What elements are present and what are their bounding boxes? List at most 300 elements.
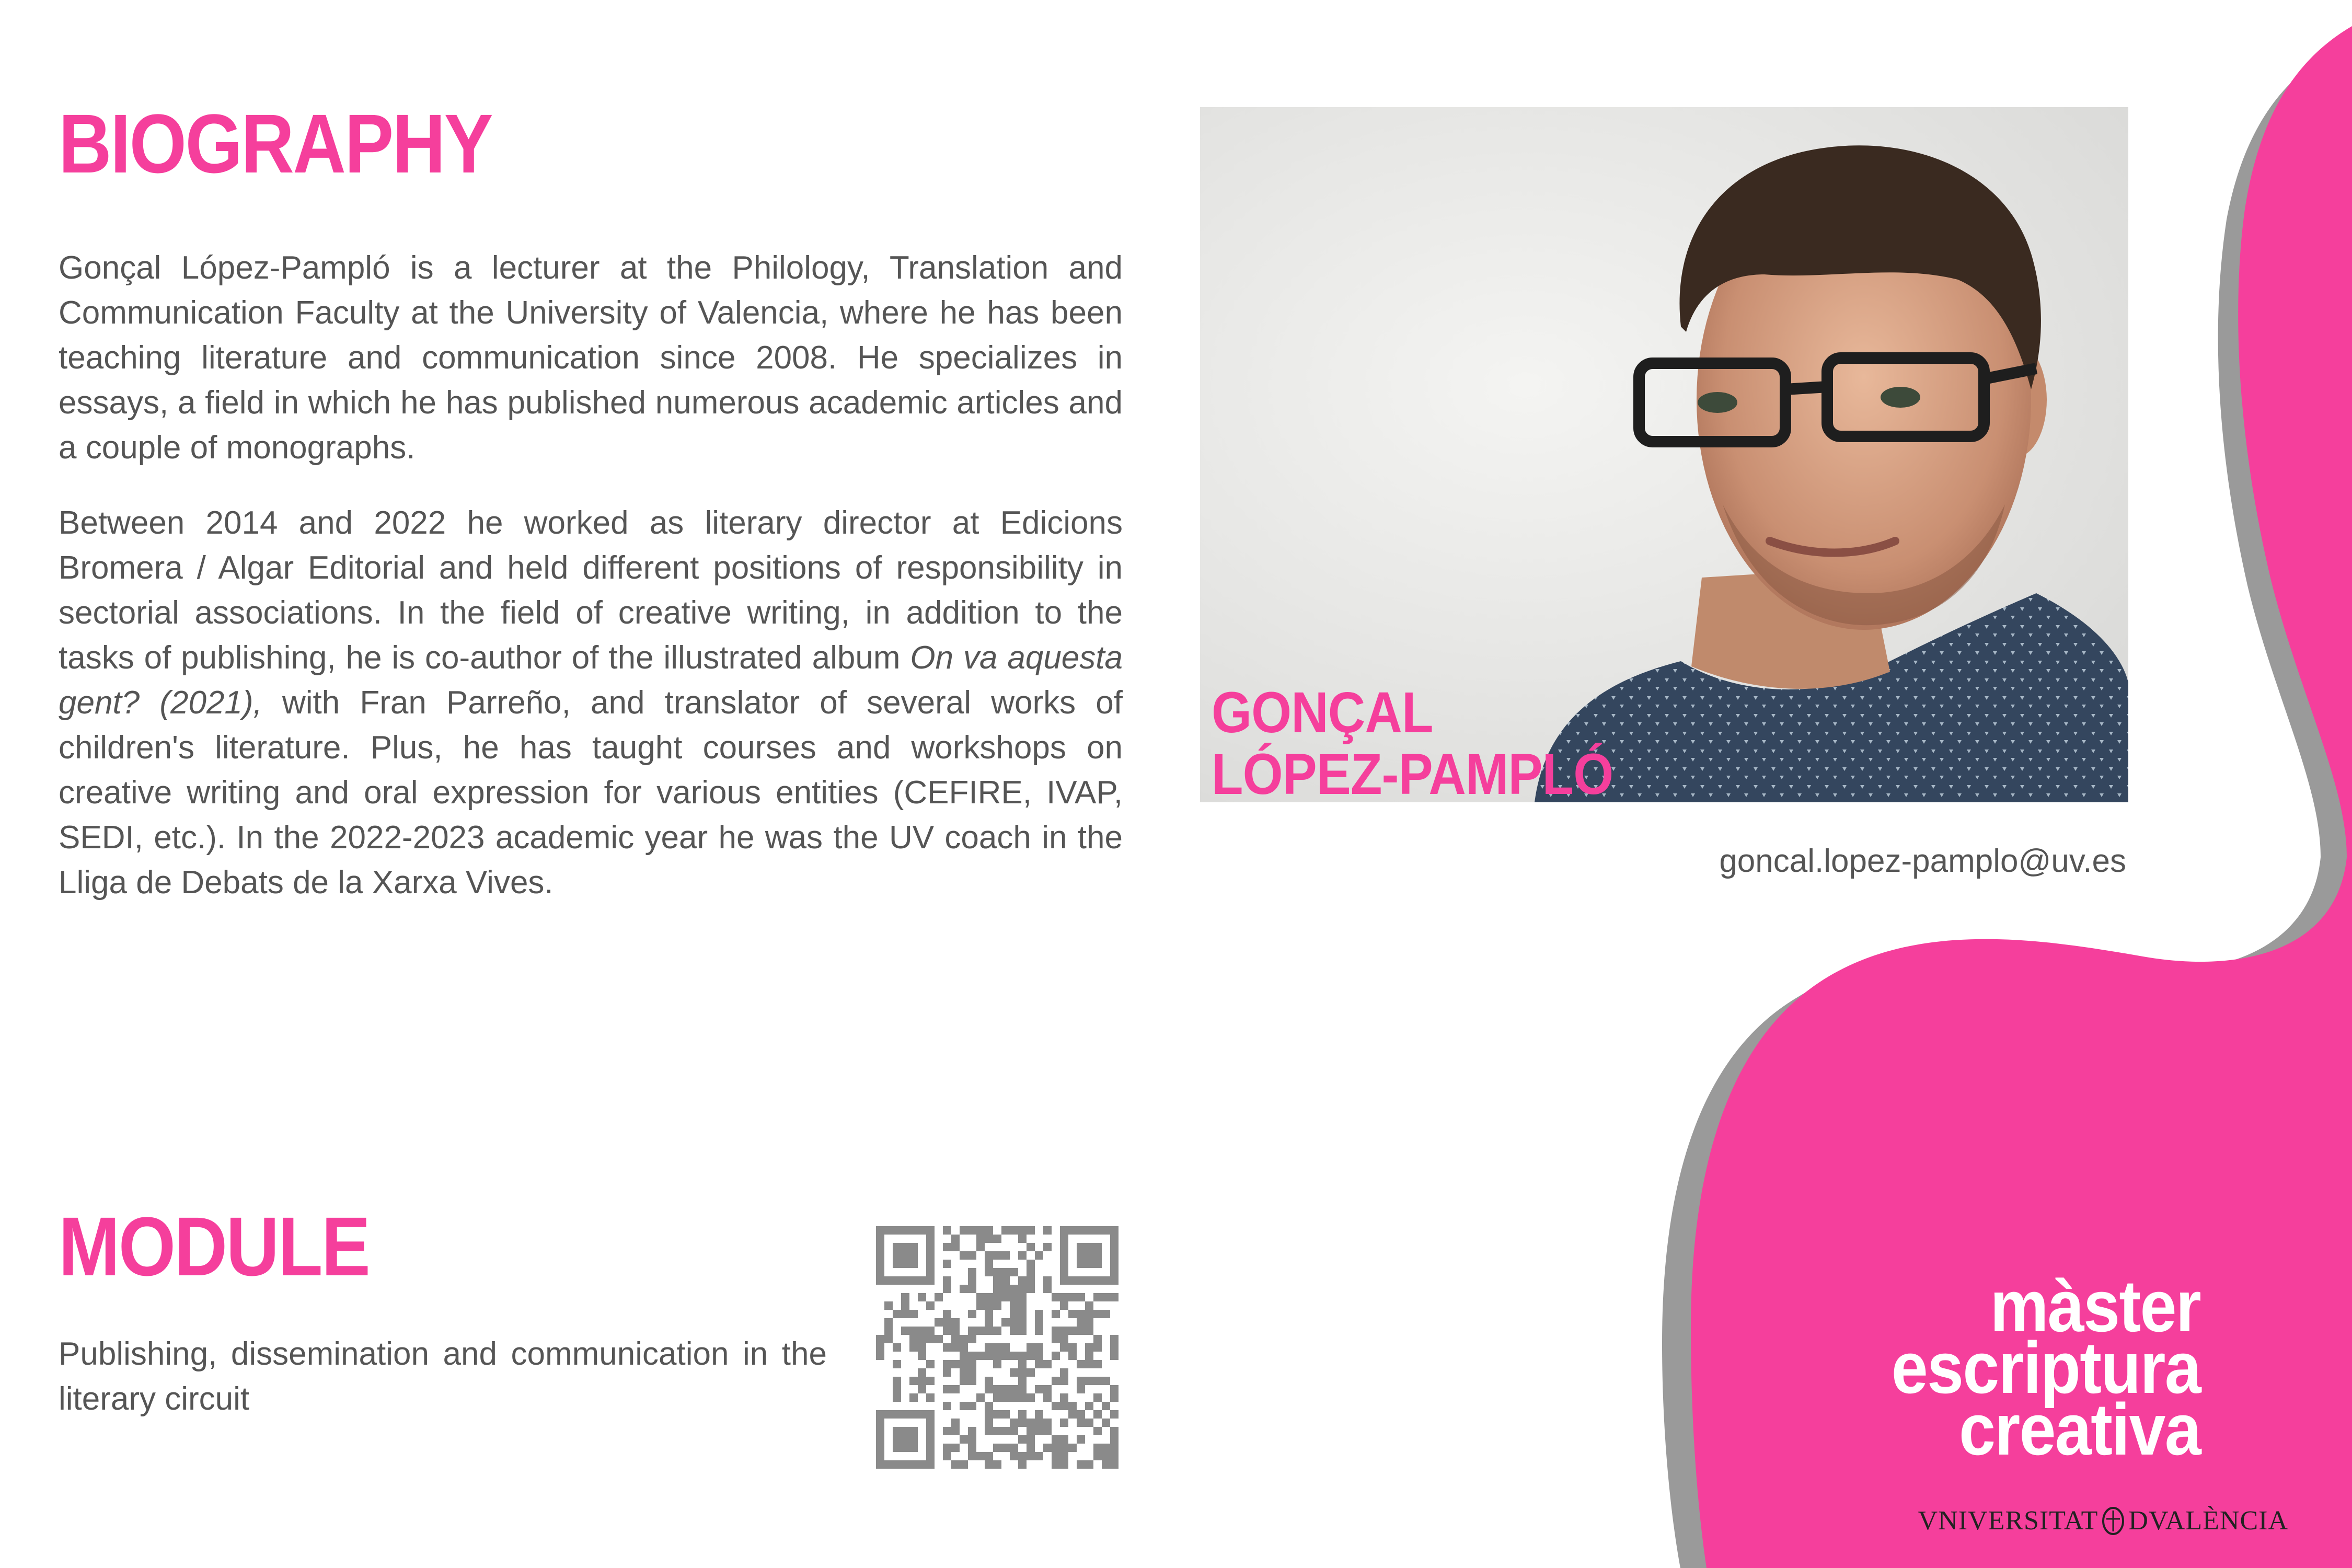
qr-module (918, 1335, 926, 1343)
qr-module (1043, 1226, 1052, 1235)
qr-module (1068, 1293, 1077, 1301)
qr-module (1110, 1393, 1119, 1402)
qr-module (1035, 1327, 1043, 1335)
qr-module (1018, 1235, 1027, 1243)
qr-module (1052, 1335, 1060, 1343)
qr-module (1093, 1343, 1102, 1352)
qr-module (1035, 1385, 1043, 1393)
qr-module (893, 1377, 901, 1385)
qr-module (1060, 1226, 1068, 1285)
qr-module (1027, 1226, 1035, 1235)
qr-module (1110, 1452, 1119, 1460)
qr-module (968, 1276, 976, 1285)
qr-module (1102, 1419, 1110, 1427)
qr-module (1018, 1385, 1027, 1393)
qr-module (1093, 1335, 1102, 1343)
qr-module (985, 1427, 993, 1435)
qr-module (985, 1235, 993, 1243)
qr-module (1077, 1360, 1085, 1368)
qr-module (985, 1310, 993, 1318)
album-title: On va aquesta gent? (2021), (59, 640, 1123, 721)
qr-module (909, 1310, 918, 1318)
qr-module (1027, 1243, 1035, 1251)
qr-module (876, 1226, 935, 1235)
qr-module (1060, 1460, 1068, 1469)
qr-module (993, 1360, 1001, 1368)
qr-module (901, 1293, 909, 1301)
qr-module (960, 1435, 968, 1444)
qr-module (1001, 1276, 1010, 1285)
qr-module (943, 1427, 951, 1435)
qr-module (901, 1327, 909, 1335)
biography-paragraph-2-start: Between 2014 and 2022 he worked as literary director at Edicions Bromera / Algar Editorial and held different positions of responsibility in sectorial associations. In the field of creative writing, in addition to the tasks of publishing, he is co-author of the illustrated album (59, 505, 1123, 676)
qr-module (893, 1343, 901, 1352)
qr-module (1110, 1410, 1119, 1419)
qr-module (1077, 1243, 1102, 1268)
qr-module (901, 1310, 909, 1318)
qr-module (1102, 1444, 1110, 1452)
photo-name-last: LÓPEZ-PAMPLÓ (1212, 742, 1613, 802)
qr-module (1010, 1301, 1018, 1310)
qr-module (1010, 1226, 1018, 1235)
qr-module (1052, 1444, 1060, 1452)
qr-module (968, 1251, 976, 1260)
qr-module (1102, 1310, 1110, 1318)
qr-module (951, 1335, 960, 1343)
qr-module (993, 1301, 1001, 1310)
qr-module (1085, 1377, 1093, 1385)
qr-module (993, 1352, 1001, 1360)
qr-module (918, 1385, 926, 1393)
qr-module (1001, 1343, 1010, 1352)
qr-module (1077, 1410, 1085, 1419)
qr-module (1010, 1368, 1018, 1377)
qr-module (976, 1293, 985, 1301)
qr-module (926, 1335, 935, 1343)
qr-module (1001, 1385, 1010, 1393)
qr-module (976, 1235, 985, 1243)
qr-module (1001, 1352, 1010, 1360)
qr-module (943, 1402, 951, 1410)
qr-module (1077, 1435, 1085, 1444)
qr-module (993, 1410, 1001, 1419)
qr-module (1018, 1460, 1027, 1469)
qr-module (1027, 1285, 1035, 1293)
qr-module (1060, 1327, 1068, 1335)
qr-module (985, 1226, 993, 1235)
qr-module (985, 1377, 993, 1385)
qr-module (1027, 1427, 1035, 1435)
qr-module (993, 1285, 1001, 1293)
qr-module (993, 1293, 1001, 1301)
qr-module (1018, 1226, 1027, 1235)
qr-module (943, 1452, 951, 1460)
qr-module (943, 1343, 951, 1352)
qr-module (1043, 1276, 1052, 1285)
qr-module (926, 1301, 935, 1310)
qr-module (960, 1251, 968, 1260)
qr-module (1001, 1427, 1010, 1435)
qr-module (1035, 1343, 1043, 1352)
qr-module (993, 1444, 1001, 1452)
qr-module (1068, 1410, 1077, 1419)
qr-module (918, 1327, 926, 1335)
qr-module (1043, 1385, 1052, 1393)
qr-module (943, 1327, 951, 1335)
qr-module (893, 1393, 901, 1402)
qr-module (1060, 1444, 1068, 1452)
qr-module (1052, 1327, 1060, 1335)
qr-module (1010, 1318, 1018, 1327)
qr-module (1035, 1419, 1043, 1427)
qr-module (1093, 1360, 1102, 1368)
qr-module (1052, 1310, 1060, 1318)
qr-module (1001, 1293, 1010, 1301)
brand-line-2: escriptura (1891, 1327, 2200, 1409)
qr-module (1018, 1360, 1027, 1368)
qr-module (1060, 1393, 1068, 1402)
qr-module (1010, 1419, 1018, 1427)
qr-module (968, 1444, 976, 1452)
qr-module (985, 1352, 993, 1360)
qr-module (960, 1460, 968, 1469)
qr-module (1035, 1352, 1043, 1360)
qr-module (960, 1360, 968, 1368)
qr-module (1035, 1360, 1043, 1368)
qr-module (1110, 1352, 1119, 1360)
qr-module (1077, 1377, 1085, 1385)
qr-module (1001, 1444, 1010, 1452)
qr-module (943, 1360, 951, 1368)
qr-module (1093, 1444, 1102, 1452)
qr-module (960, 1352, 968, 1360)
qr-module (985, 1293, 993, 1301)
university-seal-icon (2101, 1506, 2125, 1536)
qr-module (876, 1335, 884, 1343)
master-brand-logo (1891, 1265, 2200, 1470)
right-eye (1881, 387, 1920, 408)
qr-module (1110, 1335, 1119, 1343)
qr-module (976, 1352, 985, 1360)
qr-module (976, 1452, 985, 1460)
qr-module (884, 1335, 893, 1343)
qr-module (1027, 1343, 1035, 1352)
qr-module (1060, 1276, 1119, 1285)
qr-module (1027, 1268, 1035, 1276)
qr-module (1060, 1435, 1068, 1444)
qr-module (926, 1410, 935, 1469)
qr-module (993, 1393, 1001, 1402)
qr-module (1010, 1352, 1018, 1360)
university-logo (1918, 1505, 2288, 1536)
qr-module (1018, 1419, 1027, 1427)
qr-module (876, 1410, 884, 1469)
qr-module (951, 1360, 960, 1368)
qr-module (1052, 1352, 1060, 1360)
qr-module (1060, 1377, 1068, 1385)
qr-module (1043, 1444, 1052, 1452)
qr-module (1043, 1419, 1052, 1427)
qr-module (1035, 1410, 1043, 1419)
qr-module (909, 1377, 918, 1385)
qr-module (968, 1226, 976, 1235)
qr-module (1018, 1293, 1027, 1301)
qr-module (909, 1343, 918, 1352)
qr-module (960, 1226, 968, 1235)
qr-module (1010, 1427, 1018, 1435)
qr-module (1085, 1460, 1093, 1469)
qr-module (1027, 1276, 1035, 1285)
qr-module (1052, 1402, 1060, 1410)
biography-paragraph-2-end: with Fran Parreño, and translator of several works of children's literature. Plus, he has taught courses and workshops on creative writing and oral expression for various entities (CEFIRE, IVAP, SEDI, etc.). In the 2022-2023 academic year he was the UV coach in the Lliga de Debats de la Xarxa Vives. (59, 685, 1123, 901)
qr-module (1060, 1226, 1119, 1235)
brand-line-1: màster (1990, 1265, 2200, 1347)
qr-module (960, 1402, 968, 1410)
qr-module (1001, 1268, 1010, 1276)
qr-module (1093, 1293, 1102, 1301)
qr-module (993, 1251, 1001, 1260)
qr-module (1010, 1393, 1018, 1402)
qr-module (1085, 1327, 1093, 1335)
qr-module (943, 1368, 951, 1377)
qr-module (1001, 1318, 1010, 1327)
module-heading: MODULE (59, 1200, 370, 1293)
qr-module (1060, 1368, 1068, 1377)
qr-module (1027, 1393, 1035, 1402)
qr-module (1085, 1352, 1093, 1360)
qr-module (943, 1226, 951, 1235)
university-name-end: DVALÈNCIA (2128, 1506, 2288, 1536)
qr-module (968, 1335, 976, 1343)
qr-module (1110, 1385, 1119, 1393)
qr-module (1085, 1419, 1093, 1427)
qr-module (884, 1301, 893, 1310)
qr-module (918, 1377, 926, 1385)
qr-module (985, 1410, 993, 1419)
qr-module (985, 1385, 993, 1393)
qr-module (985, 1260, 993, 1268)
left-eye (1698, 392, 1737, 413)
qr-module (1102, 1293, 1110, 1301)
qr-module (1001, 1393, 1010, 1402)
qr-module (935, 1318, 943, 1327)
qr-module (1060, 1293, 1068, 1301)
qr-module (1085, 1318, 1093, 1327)
qr-module (976, 1243, 985, 1251)
qr-module (1052, 1377, 1060, 1385)
qr-module (1077, 1310, 1085, 1318)
qr-module (985, 1301, 993, 1310)
qr-module (1052, 1435, 1060, 1444)
qr-module (1102, 1402, 1110, 1410)
qr-module (876, 1343, 884, 1352)
qr-module (1110, 1444, 1119, 1452)
qr-module (1110, 1460, 1119, 1469)
qr-module (1018, 1452, 1027, 1460)
qr-module (993, 1276, 1001, 1285)
qr-module (1093, 1427, 1102, 1435)
qr-module (976, 1393, 985, 1402)
qr-module (909, 1327, 918, 1335)
qr-module (993, 1343, 1001, 1352)
qr-module (1060, 1419, 1068, 1427)
qr-module (951, 1419, 960, 1427)
qr-module (1001, 1410, 1010, 1419)
qr-module (960, 1368, 968, 1377)
qr-module (1060, 1452, 1068, 1460)
qr-module (1052, 1452, 1060, 1460)
qr-module (985, 1327, 993, 1335)
qr-module (993, 1268, 1001, 1276)
qr-module (968, 1352, 976, 1360)
qr-module (1018, 1393, 1027, 1402)
qr-module (993, 1327, 1001, 1335)
qr-module (943, 1285, 951, 1293)
qr-module (985, 1343, 993, 1352)
qr-module (1018, 1410, 1027, 1419)
email-address[interactable]: goncal.lopez-pamplo@uv.es (1719, 843, 2126, 879)
qr-module (951, 1235, 960, 1243)
qr-module (968, 1327, 976, 1335)
qr-module (1110, 1435, 1119, 1444)
qr-module (909, 1335, 918, 1343)
qr-module (1010, 1285, 1018, 1293)
qr-module (1027, 1435, 1035, 1444)
qr-module (1018, 1327, 1027, 1335)
qr-module (968, 1360, 976, 1368)
qr-module (935, 1293, 943, 1301)
qr-module (951, 1343, 960, 1352)
qr-module (1077, 1293, 1085, 1301)
qr-module (1068, 1327, 1077, 1335)
qr-module (1068, 1310, 1077, 1318)
qr-module (876, 1460, 935, 1469)
qr-module (1010, 1327, 1018, 1335)
module-description: Publishing, dissemination and communication in the literary circuit (59, 1336, 827, 1417)
qr-module (1018, 1251, 1027, 1260)
qr-module (1018, 1285, 1027, 1293)
qr-module (1093, 1452, 1102, 1460)
qr-module (968, 1402, 976, 1410)
qr-module (1018, 1435, 1027, 1444)
qr-module (1110, 1226, 1119, 1285)
qr-module (1018, 1352, 1027, 1360)
qr-module (943, 1310, 951, 1318)
qr-module (1043, 1285, 1052, 1293)
university-name-start: VNIVERSITAT (1918, 1506, 2099, 1536)
qr-module (1093, 1377, 1102, 1385)
qr-module (1093, 1310, 1102, 1318)
qr-module (1018, 1368, 1027, 1377)
qr-module (968, 1452, 976, 1460)
qr-module (1001, 1251, 1010, 1260)
qr-module (960, 1377, 968, 1385)
qr-module (1010, 1444, 1018, 1452)
qr-module (1068, 1343, 1077, 1352)
qr-module (960, 1335, 968, 1343)
biography-paragraph-1: Gonçal López-Pampló is a lecturer at the Philology, Translation and Communication Faculty at the University of Valencia, where he has been teaching literature and communication since 2008. He specializes in essays, a field in which he has published numerous academic articles and a couple of monographs. (59, 250, 1123, 466)
qr-module (1085, 1301, 1093, 1310)
qr-module (943, 1318, 951, 1327)
qr-module (876, 1276, 935, 1285)
qr-module (918, 1368, 926, 1377)
photo-name-caption (1212, 682, 1613, 802)
qr-module (884, 1327, 893, 1335)
qr-module (1027, 1260, 1035, 1268)
qr-module (976, 1226, 985, 1235)
qr-module (1077, 1327, 1085, 1335)
qr-module (918, 1293, 926, 1301)
qr-module (926, 1226, 935, 1285)
qr-module (893, 1360, 901, 1368)
qr-module (1027, 1352, 1035, 1360)
qr-module (893, 1427, 918, 1452)
qr-module (918, 1343, 926, 1352)
qr-module (1110, 1427, 1119, 1435)
qr-module (1077, 1419, 1085, 1427)
qr-module (1077, 1460, 1085, 1469)
qr-module (968, 1427, 976, 1435)
qr-module (968, 1310, 976, 1318)
qr-module (876, 1352, 884, 1360)
qr-module (1027, 1452, 1035, 1460)
qr-module (1027, 1368, 1035, 1377)
qr-module (1043, 1243, 1052, 1251)
qr-module (960, 1343, 968, 1352)
qr-module (985, 1460, 993, 1469)
qr-module (1010, 1268, 1018, 1276)
qr-module (985, 1268, 993, 1276)
qr-module (943, 1444, 951, 1452)
qr-module (985, 1419, 993, 1427)
qr-module (1027, 1419, 1035, 1427)
qr-module (985, 1402, 993, 1410)
qr-module (951, 1385, 960, 1393)
qr-module (1110, 1293, 1119, 1301)
qr-module (951, 1327, 960, 1335)
qr-module (893, 1243, 918, 1268)
qr-module (1085, 1310, 1093, 1318)
qr-module (985, 1318, 993, 1327)
qr-module (1018, 1301, 1027, 1310)
qr-module (1018, 1276, 1027, 1285)
qr-module (1060, 1335, 1068, 1343)
qr-module (1102, 1377, 1110, 1385)
qr-module (1010, 1310, 1018, 1318)
qr-module (926, 1360, 935, 1368)
qr-module (1010, 1385, 1018, 1393)
qr-module (951, 1444, 960, 1452)
qr-module (993, 1385, 1001, 1393)
qr-module (943, 1276, 951, 1285)
qr-code-icon[interactable] (876, 1226, 1119, 1469)
qr-module (1001, 1285, 1010, 1293)
qr-module (1018, 1318, 1027, 1327)
qr-module (901, 1301, 909, 1310)
qr-module (918, 1352, 926, 1360)
qr-module (993, 1235, 1001, 1243)
qr-module (1035, 1427, 1043, 1435)
qr-module (1018, 1310, 1027, 1318)
qr-module (943, 1385, 951, 1393)
qr-module (1001, 1226, 1010, 1235)
qr-module (1035, 1318, 1043, 1327)
portrait-photo (1200, 107, 2128, 802)
qr-module (935, 1335, 943, 1343)
qr-module (1102, 1460, 1110, 1469)
qr-module (985, 1452, 993, 1460)
qr-module (1060, 1343, 1068, 1352)
